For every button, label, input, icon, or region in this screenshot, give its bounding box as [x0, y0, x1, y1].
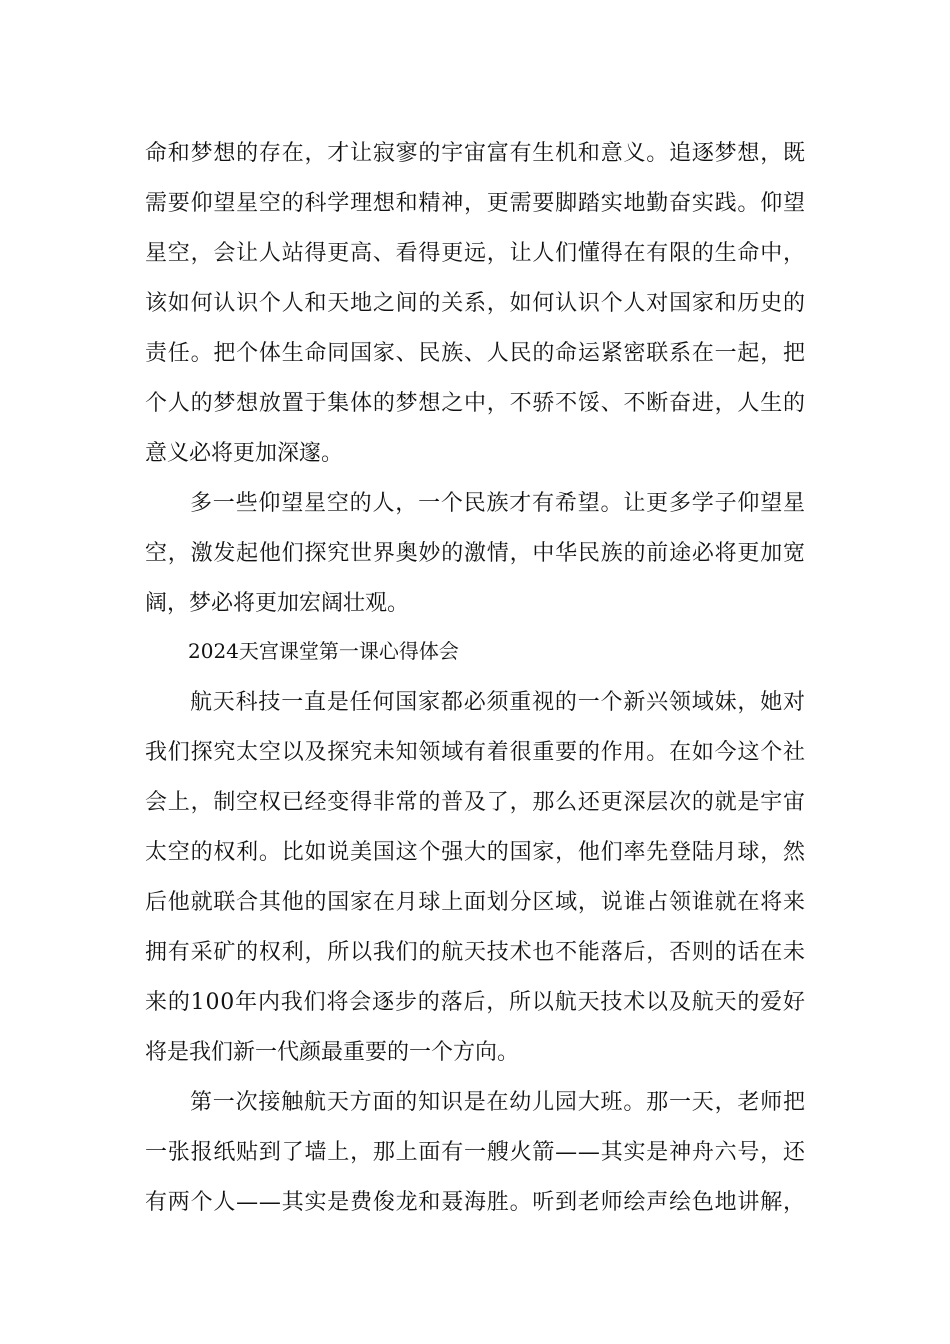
paragraph1-line: 需要仰望星空的科学理想和精神，更需要脚踏实地勤奋实践。仰望 — [145, 191, 806, 216]
paragraph3-line: 将是我们新一代颜最重要的一个方向。 — [145, 1040, 520, 1065]
section-heading: 2024天宫课堂第一课心得体会 — [188, 639, 459, 663]
paragraph3-line: 太空的权利。比如说美国这个强大的国家，他们率先登陆月球，然 — [145, 840, 806, 865]
paragraph3-line: 拥有采矿的权利，所以我们的航天技术也不能落后，否则的话在未 — [145, 940, 806, 965]
paragraph4-line: 第一次接触航天方面的知识是在幼儿园大班。那一天，老师把 — [190, 1090, 806, 1115]
paragraph3-line: 航天科技一直是任何国家都必须重视的一个新兴领域妹，她对 — [190, 690, 806, 715]
paragraph1-line: 个人的梦想放置于集体的梦想之中，不骄不馁、不断奋进，人生的 — [145, 391, 806, 416]
paragraph1-line: 意义必将更加深邃。 — [145, 441, 344, 466]
paragraph2-line: 多一些仰望星空的人，一个民族才有希望。让更多学子仰望星 — [190, 491, 806, 516]
paragraph3-line: 来的100年内我们将会逐步的落后，所以航天技术以及航天的爱好 — [145, 990, 806, 1015]
paragraph2-line: 阔，梦必将更加宏阔壮观。 — [145, 591, 410, 616]
paragraph1-line: 责任。把个体生命同国家、民族、人民的命运紧密联系在一起，把 — [145, 341, 806, 366]
paragraph3-line: 后他就联合其他的国家在月球上面划分区域，说谁占领谁就在将来 — [145, 890, 806, 915]
paragraph3-line: 我们探究太空以及探究未知领域有着很重要的作用。在如今这个社 — [145, 740, 806, 765]
paragraph3-line: 会上，制空权已经变得非常的普及了，那么还更深层次的就是宇宙 — [145, 790, 806, 815]
paragraph4-line: 有两个人——其实是费俊龙和聂海胜。听到老师绘声绘色地讲解， — [145, 1190, 806, 1215]
paragraph1-line: 该如何认识个人和天地之间的关系，如何认识个人对国家和历史的 — [145, 291, 806, 316]
paragraph1-line: 星空，会让人站得更高、看得更远，让人们懂得在有限的生命中， — [145, 241, 806, 266]
paragraph4-line: 一张报纸贴到了墙上，那上面有一艘火箭——其实是神舟六号，还 — [145, 1140, 806, 1165]
paragraph2-line: 空，激发起他们探究世界奥妙的激情，中华民族的前途必将更加宽 — [145, 541, 806, 566]
paragraph1-line: 命和梦想的存在，才让寂寥的宇宙富有生机和意义。追逐梦想，既 — [145, 141, 806, 166]
